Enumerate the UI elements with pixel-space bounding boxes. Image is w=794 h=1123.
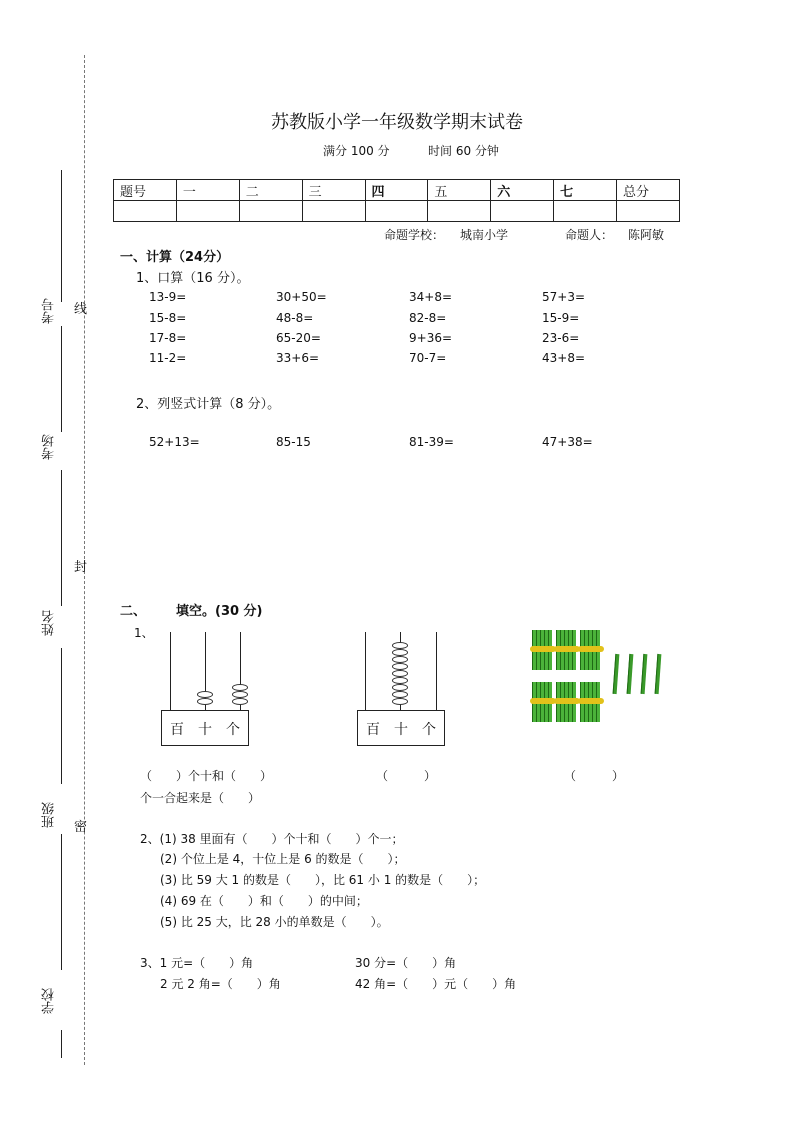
abacus-bead [232, 698, 248, 705]
side-label-exam-room: 考场 [42, 434, 57, 460]
score-header-cell: 六 [491, 180, 554, 201]
score-header-cell: 总分 [617, 180, 680, 201]
score-blank-cell [302, 201, 365, 222]
abacus-rod [436, 632, 437, 710]
oral-item: 33+6= [276, 351, 320, 365]
score-blank-cell [365, 201, 428, 222]
author-name: 陈阿敏 [628, 228, 665, 242]
oral-item: 9+36= [409, 331, 453, 345]
full-score: 满分 100 分 [323, 144, 390, 158]
oral-item: 48-8= [276, 311, 314, 325]
author-label: 命题人： [565, 228, 614, 242]
abacus-label-ones: 个 [422, 722, 436, 738]
vertical-calc-item: 81-39= [409, 435, 454, 449]
score-blank-cell [114, 201, 177, 222]
score-table [113, 179, 680, 222]
stick-bundle [580, 680, 600, 724]
stick-bundle [556, 680, 576, 724]
school-name: 城南小学 [460, 228, 509, 242]
score-blank-cell [617, 201, 680, 222]
single-stick [655, 654, 662, 694]
exam-time: 时间 60 分钟 [428, 144, 499, 158]
s2-q2-line: (4) 69 在（ ）和（ ）的中间； [160, 894, 368, 908]
score-header-cell: 一 [176, 180, 239, 201]
abacus-label-ones: 个 [226, 722, 240, 738]
s2-q2-line: (2) 个位上是 4，十位上是 6 的数是（ ）； [160, 852, 406, 866]
seal-mark-secret: 密 [74, 820, 88, 835]
s2-q3-d: 42 角=（ ）元（ ）角 [355, 977, 517, 991]
abacus-bead [392, 670, 408, 677]
abacus-label-tens: 十 [198, 722, 212, 738]
oral-item: 70-7= [409, 351, 447, 365]
oral-item: 43+8= [542, 351, 586, 365]
page-title: 苏教版小学一年级数学期末试卷 [271, 112, 523, 133]
seal-mark-line: 线 [74, 302, 88, 317]
oral-item: 30+50= [276, 290, 327, 304]
score-header-cell: 七 [554, 180, 617, 201]
stick-bundle [532, 628, 552, 672]
s2-q2-line: (3) 比 59 大 1 的数是（ ），比 61 小 1 的数是（ ）； [160, 873, 486, 887]
vertical-calc-item: 47+38= [542, 435, 593, 449]
abacus-label-hundreds: 百 [170, 722, 184, 738]
s2-q1-answer1b: 个一合起来是（ ） [140, 791, 261, 805]
oral-item: 23-6= [542, 331, 580, 345]
side-label-name: 姓名 [42, 610, 57, 636]
s2-q1-answer3: （ ） [564, 769, 625, 783]
single-stick [641, 654, 648, 694]
score-blank-cell [428, 201, 491, 222]
score-blank-cell [491, 201, 554, 222]
q1-title: 1、口算（16 分）。 [136, 271, 250, 286]
score-header-cell: 二 [239, 180, 302, 201]
abacus-bead [392, 649, 408, 656]
abacus-bead [392, 691, 408, 698]
score-table-blank-row [114, 201, 680, 222]
abacus-bead [392, 677, 408, 684]
oral-item: 13-9= [149, 290, 187, 304]
blank-line-name [61, 648, 62, 784]
s2-q2-line: 2、(1) 38 里面有（ ）个十和（ ）个一； [140, 832, 404, 846]
oral-item: 34+8= [409, 290, 453, 304]
s2-q3-c: 2 元 2 角=（ ）角 [160, 977, 281, 991]
score-blank-cell [554, 201, 617, 222]
abacus-label-tens: 十 [394, 722, 408, 738]
blank-line-exam-room [61, 470, 62, 606]
side-label-school: 学校 [42, 988, 57, 1014]
blank-line-exam-room-upper [61, 326, 62, 432]
blank-line-school [61, 1030, 62, 1058]
section2-title: 填空。(30 分) [176, 604, 263, 619]
oral-item: 11-2= [149, 351, 187, 365]
score-header-cell: 三 [302, 180, 365, 201]
school-label: 命题学校： [384, 228, 445, 242]
vertical-calc-item: 85-15 [276, 435, 311, 449]
oral-item: 15-8= [149, 311, 187, 325]
single-stick [627, 654, 634, 694]
score-blank-cell [239, 201, 302, 222]
stick-bundle [532, 680, 552, 724]
abacus-bead [392, 698, 408, 705]
abacus-bead [392, 642, 408, 649]
side-label-exam-number: 考号 [42, 298, 57, 324]
abacus-bead [197, 691, 213, 698]
vertical-calc-item: 52+13= [149, 435, 200, 449]
stick-bundle [556, 628, 576, 672]
abacus-base [161, 710, 249, 746]
oral-item: 57+3= [542, 290, 586, 304]
abacus-label-hundreds: 百 [366, 722, 380, 738]
abacus-bead [232, 691, 248, 698]
abacus-bead [392, 684, 408, 691]
abacus-base [357, 710, 445, 746]
score-blank-cell [176, 201, 239, 222]
abacus-bead [197, 698, 213, 705]
section2-number: 二、 [120, 604, 147, 619]
s2-q2-line: (5) 比 25 大，比 28 小的单数是（ ）。 [160, 915, 389, 929]
oral-item: 82-8= [409, 311, 447, 325]
abacus-bead [392, 656, 408, 663]
abacus-bead [232, 684, 248, 691]
q2-title: 2、列竖式计算（8 分）。 [136, 397, 281, 412]
s2-q3-b: 30 分=（ ）角 [355, 956, 457, 970]
abacus-rod [170, 632, 171, 710]
blank-line-exam-number [61, 170, 62, 302]
seal-mark-seal: 封 [74, 560, 88, 575]
score-table-header-row [114, 180, 680, 201]
s2-q1-answer1a: （ ）个十和（ ） [140, 769, 273, 783]
score-header-cell: 五 [428, 180, 491, 201]
side-label-class: 班级 [42, 802, 57, 828]
score-header-cell: 四 [365, 180, 428, 201]
oral-item: 17-8= [149, 331, 187, 345]
s2-q1-number: 1、 [134, 626, 154, 640]
abacus-bead [392, 663, 408, 670]
oral-item: 65-20= [276, 331, 321, 345]
s2-q1-answer2: （ ） [376, 769, 437, 783]
oral-item: 15-9= [542, 311, 580, 325]
single-stick [613, 654, 620, 694]
stick-bundle [580, 628, 600, 672]
s2-q3-a: 3、1 元=（ ）角 [140, 956, 254, 970]
abacus-rod [365, 632, 366, 710]
section1-title: 一、计算（24分） [120, 250, 230, 265]
score-header-cell: 题号 [114, 180, 177, 201]
blank-line-class [61, 834, 62, 970]
